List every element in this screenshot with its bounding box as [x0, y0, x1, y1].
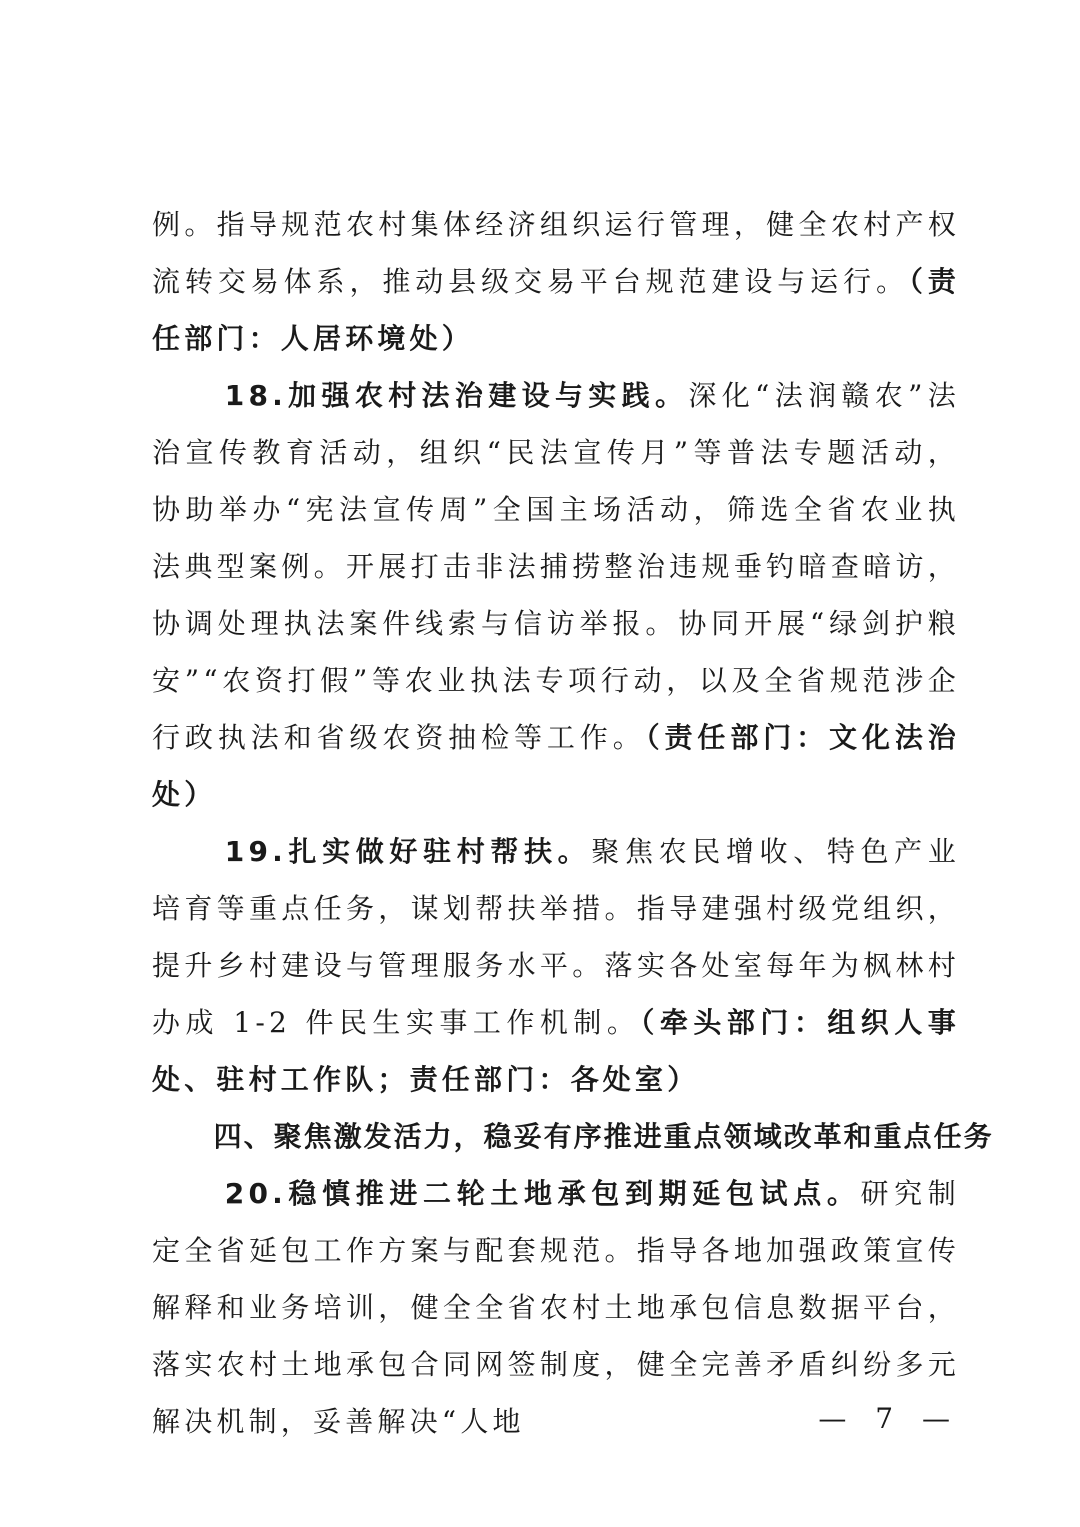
- paragraph-continuation: [152, 196, 960, 367]
- paragraph-text: 研究制定全省延包工作方案与配套规范。指导各地加强政策宣传解释和业务培训，健全全省农村土地承包信息数据平台，落实农村土地承包合同网签制度，健全完善矛盾纠纷多元解决机制，妥善解决“人地: [152, 1177, 960, 1438]
- paragraph-item-18: [152, 367, 960, 823]
- section-heading: 四、聚焦激发活力，稳妥有序推进重点领域改革和重点任务: [213, 1120, 994, 1153]
- responsible-department: （牵头部门：组织人事处、驻村工作队；责任部门：各处室）: [152, 1006, 960, 1096]
- paragraph-text: 聚焦农民增收、特色产业培育等重点任务，谋划帮扶举措。指导建强村级党组织，提升乡村建设与管理服务水平。落实各处室每年为枫林村办成 1-2 件民生实事工作机制。: [152, 835, 960, 1039]
- page-number: — 7 —: [818, 1402, 960, 1435]
- responsible-department: （责任部门：文化法治处）: [152, 721, 960, 811]
- paragraph-text: 深化“法润赣农”法治宣传教育活动，组织“民法宣传月”等普法专题活动，协助举办“宪法宣传周”全国主场活动，筛选全省农业执法典型案例。开展打击非法捕捞整治违规垂钓暗查暗访，协调处理执法案件线索与信访举报。协同开展“绿剑护粮安”“农资打假”等农业执法专项行动，以及全省规范涉企行政执法和省级农资抽检等工作。: [152, 379, 960, 754]
- item-heading: 19.扎实做好驻村帮扶。: [224, 835, 592, 868]
- item-heading: 20.稳慎推进二轮土地承包到期延包试点。: [224, 1177, 861, 1210]
- responsible-department: （责任部门：人居环境处）: [152, 265, 960, 355]
- document-body: [152, 196, 994, 1450]
- paragraph-item-19: [152, 823, 960, 1108]
- paragraph-text: 例。指导规范农村集体经济组织运行管理，健全农村产权流转交易体系，推动县级交易平台规范建设与运行。: [152, 208, 960, 298]
- item-heading: 18.加强农村法治建设与实践。: [224, 379, 689, 412]
